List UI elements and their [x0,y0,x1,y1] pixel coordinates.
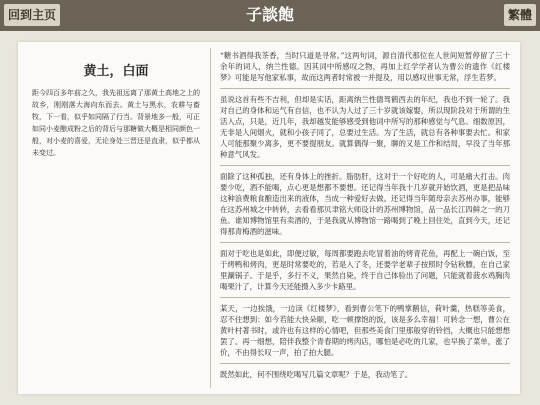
article-paragraph: “糖书酒得我茶香，当时只道是寻常。”这两句词，源自清代那位在人世间短暂停留了三十余年的词人，纳兰性德。因其词中所感叹之物，再加上红学学者认为曹公的遗作《红楼梦》可能是写他家私事，故而这两者时常被一并提及，用以感叹世事无常，浮生若梦。 [220,51,510,82]
article-paragraph: 虽说这首有些不吉利，但却是实话，距离纳兰性德驾鹤西去的年纪，我也不到一轮了。我对自己的身体和运气有自信，也不认为人过了三十岁就该嫁娶，所以现阶段对于所谓的生活入点，只是，近几年，我却越发能够感受到他词中所写的那种感觉与气息。细数原因，无非是人间烟火，就和小孩子同了，总要过生活。为了生活，就总有各种事要去忙。和家人可能那聚少离多，更不要提朋友。就算偶得一聚，聊的又是工作和结局，早没了当年那种意气风发。 [220,95,510,159]
article-sidebar [32,50,200,159]
article-title: 黄土，白面 [83,64,149,79]
site-title: 子談飽 [245,5,294,24]
home-button[interactable]: 回到主页 [4,4,60,26]
article-page [18,42,520,394]
article-paragraph: 面除了这种孤独，还有身体上的挫折。脂肪肝，这对于一个好吃的人，可是痛大打击。肉要少吃，酒不能喝，点心更是想都不要想。还记得当年我十几岁就开始饮酒，更是把品味这种浪费粮食酿造出来的液体，当成一种爱好去做。还记得当年随母亲去苏州办事，能够在这苏州城之中转转，去看看那贝聿铭大师设计的苏州博物馆，品一品长江四鲜之一的刀鱼。谁知博物馆里有卖酒的，于是我就从博物馆一路喝到了晚上回住处，直到今天，还记得那青梅酒的滋味。 [220,172,510,236]
paragraph-separator [220,165,510,166]
article-paragraph: 某天，一边挨饿，一边读《红楼梦》，看到曹公笔下的鸭掌鹅信，荷叶羹，热糕等美食，忍不住想到：如今若能大快朵颐，吃一顿撑饱的饭，该是多么幸福！可转念一想，曹公在黄叶村著书时，或许也有这样的心情吧，但那些美食门里那般穿的铃铛，大概也只能想想罢了。再一细想，陪伴我整个青春期的烤肉店，哪怕是必吃的几家，也早换了菜单，涨了价，不由得长叹一声，拍了拍大腿。 [220,304,510,357]
paragraph-separator [220,297,510,298]
article-body [220,50,510,385]
top-bar [0,0,540,31]
column-divider [210,48,211,388]
article-intro: 距今四百多年前之久，我先祖远离了那黄土高地之上的故乡，刚刚落大海向东而去。黄土与黑水，农耕与畜牧，下一看，似乎如同隔了行当。背景地多一般，可正如同小麦酿成粉之后的背后与那糖做大概是相同颜色一般，对小麦的喜爱，无论身处三晋还是直隶，似乎都从未变过。 [32,89,200,157]
paragraph-separator [220,363,510,364]
paragraph-separator [220,242,510,243]
article-paragraph: 面对于吃也是如此，即便过敏，每周都要跑去吃冒着油的烤青花鱼，再配上一碗白饭，至于烤鸭和烤肉，更是时常要吃的，若是入了冬，还要学老辈子按照时令钻秋膘，在自己家里涮锅子。于是乎，多行不义，果然自毙，终于自己体验出了问题，只能就着菠水鸡胸肉喝果汁了，计算今天还能摄入多少卡路里。 [220,249,510,291]
article-paragraph: 既然如此，何不围绕吃喝写几篇文章呢？于是，我动笔了。 [220,370,413,379]
traditional-chinese-button[interactable]: 繁體 [504,4,536,26]
paragraph-separator [220,88,510,89]
